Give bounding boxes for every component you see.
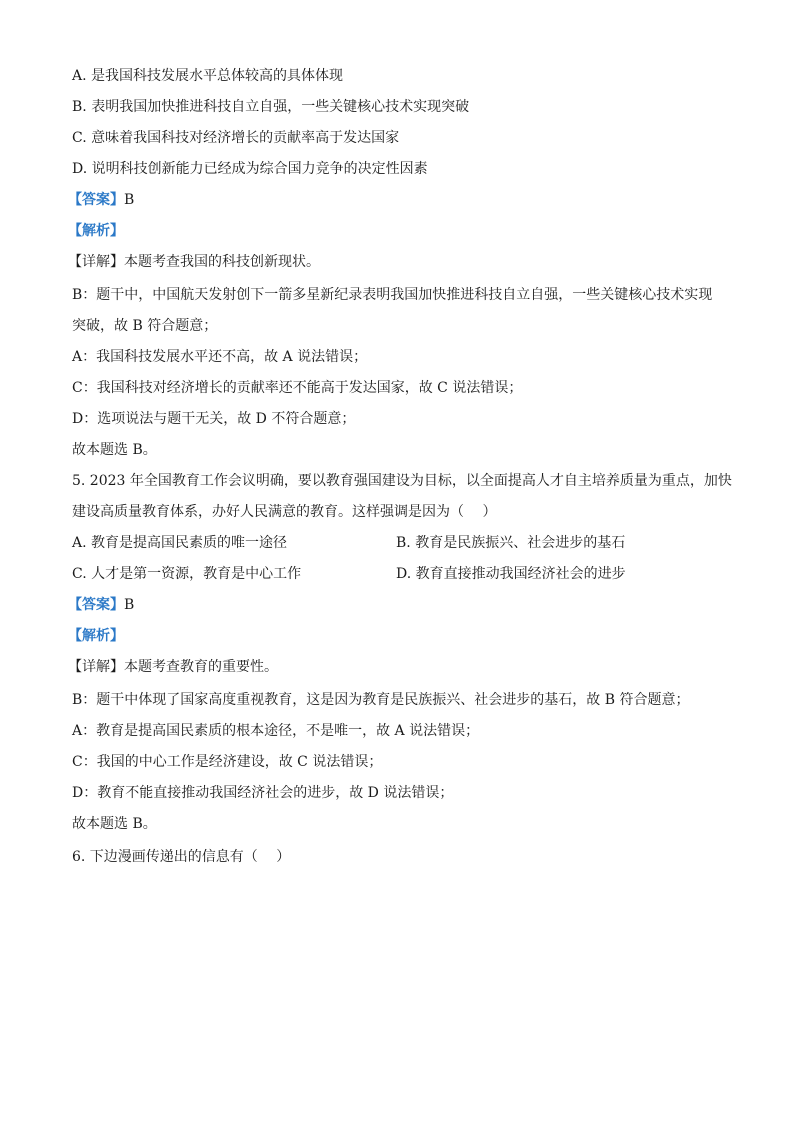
q4-detail-line: C：我国科技对经济增长的贡献率还不能高于发达国家，故 C 说法错误； [72,380,523,396]
q4-answer-tag: 答案 [82,192,110,208]
q5-detail-line: C：我国的中心工作是经济建设，故 C 说法错误； [72,754,383,770]
q5-analysis-heading: 【解析】 [68,628,124,644]
q4-detail-line: B：题干中，中国航天发射创下一箭多星新纪录表明我国加快推进科技自立自强，一些关键核心技术实现 [72,287,713,303]
q5-option-c: C. 人才是第一资源，教育是中心工作 [72,566,302,582]
q4-detail-intro: 本题考查我国的科技创新现状。 [124,254,320,270]
q4-detail-line: D：选项说法与题干无关，故 D 不符合题意； [72,411,356,427]
q4-detail-tag: 详解 [82,254,110,270]
q4-detail-line: 突破，故 B 符合题意； [72,318,218,334]
q6-stem: 6. 下边漫画传递出的信息有（ ） [72,849,291,865]
q5-detail-heading: 【详解】本题考查教育的重要性。 [68,659,278,675]
q5-detail-intro: 本题考查教育的重要性。 [124,659,278,675]
q4-detail-line: A：我国科技发展水平还不高，故 A 说法错误； [72,349,368,365]
q5-analysis-tag: 解析 [82,628,110,644]
q5-stem-line: 5. 2023 年全国教育工作会议明确，要以教育强国建设为目标，以全面提高人才自主培养质量为重点，加快 [72,473,732,489]
q4-analysis-heading: 【解析】 [68,223,124,239]
q5-detail-line: D：教育不能直接推动我国经济社会的进步，故 D 说法错误； [72,785,454,801]
q4-option-a: A. 是我国科技发展水平总体较高的具体体现 [72,68,344,84]
q4-option-c: C. 意味着我国科技对经济增长的贡献率高于发达国家 [72,130,400,146]
q4-conclusion: 故本题选 B。 [72,442,157,458]
q5-conclusion: 故本题选 B。 [72,816,157,832]
q4-detail-heading: 【详解】本题考查我国的科技创新现状。 [68,254,320,270]
q4-answer: 【答案】B [68,192,135,208]
q5-answer-tag: 答案 [82,597,110,613]
q5-option-d: D. 教育直接推动我国经济社会的进步 [396,566,626,582]
q5-option-b: B. 教育是民族振兴、社会进步的基石 [396,535,626,551]
q5-stem-line: 建设高质量教育体系，办好人民满意的教育。这样强调是因为（ ） [72,504,497,520]
q4-option-d: D. 说明科技创新能力已经成为综合国力竞争的决定性因素 [72,161,428,177]
q5-option-a: A. 教育是提高国民素质的唯一途径 [72,535,288,551]
q5-detail-line: A：教育是提高国民素质的根本途径，不是唯一，故 A 说法错误； [72,723,480,739]
q5-answer: 【答案】B [68,597,135,613]
q4-option-b: B. 表明我国加快推进科技自立自强，一些关键核心技术实现突破 [72,99,470,115]
q5-detail-tag: 详解 [82,659,110,675]
q5-detail-line: B：题干中体现了国家高度重视教育，这是因为教育是民族振兴、社会进步的基石，故 B 符合题意； [72,692,690,708]
q4-analysis-tag: 解析 [82,223,110,239]
q4-answer-value: B [124,192,135,208]
q5-answer-value: B [124,597,135,613]
